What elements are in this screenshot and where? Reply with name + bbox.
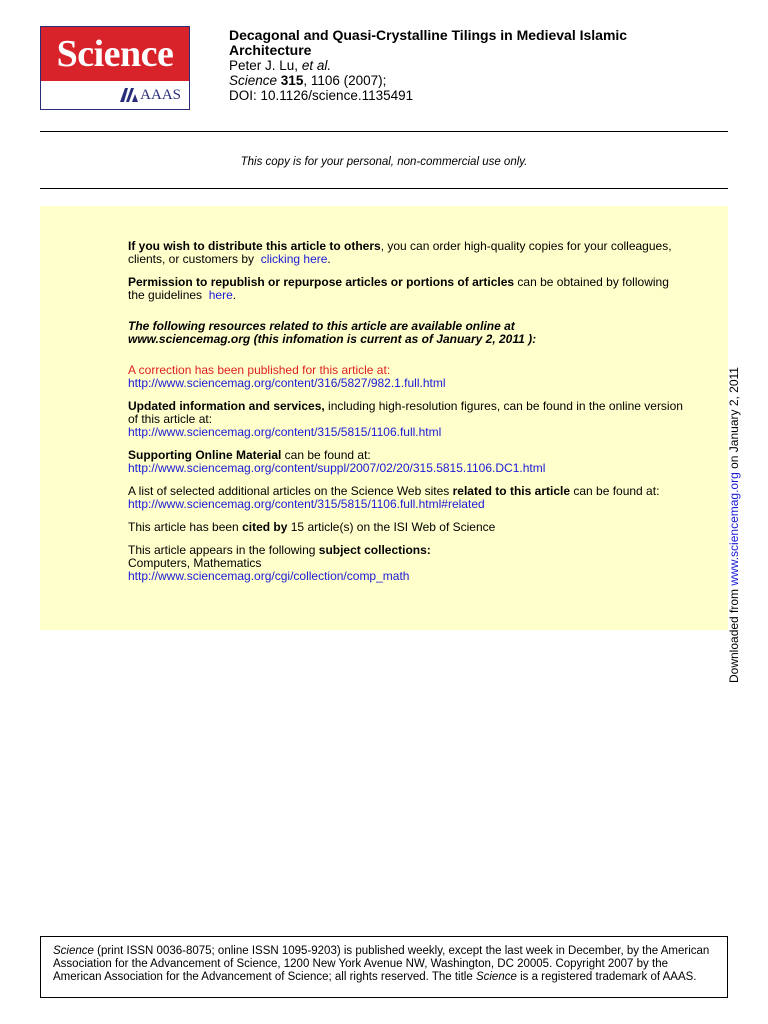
article-authors: Peter J. Lu, et al. <box>229 58 332 73</box>
supporting-material-link[interactable]: http://www.sciencemag.org/content/suppl/2007/02/20/315.5815.1106.DC1.html <box>128 461 546 475</box>
supporting-material-paragraph: Supporting Online Material can be found at: http://www.sciencemag.org/content/suppl/2007/02/20/315.5815.1106.DC1.html <box>128 448 546 475</box>
logo-publisher: AAAS <box>140 86 181 103</box>
guidelines-here-link[interactable]: here <box>208 288 233 302</box>
divider <box>40 131 728 132</box>
correction-link[interactable]: http://www.sciencemag.org/content/316/5827/982.1.full.html <box>128 376 446 390</box>
sciencemag-link[interactable]: www.sciencemag.org <box>727 472 741 586</box>
article-header <box>229 28 699 103</box>
updated-info-paragraph: Updated information and services, including high-resolution figures, can be found in the online version of this article at: http://www.sciencemag.org/content/315/5815/1106.full.html <box>128 399 683 439</box>
download-watermark: Downloaded from www.sciencemag.org on January 2, 2011 <box>727 367 741 683</box>
copyright-footer: Science (print ISSN 0036-8075; online ISSN 1095-9203) is published weekly, except the last week in December, by the American Association for the Advancement of Science, 1200 New York Avenue NW, Washington, DC 20005. Copyright 2007 by the American Association for the Advancement of Science; all rights reserved. The title Science is a registered trademark of AAAS. <box>40 936 728 998</box>
resources-panel <box>40 206 728 630</box>
correction-paragraph: A correction has been published for this article at: http://www.sciencemag.org/content/316/5827/982.1.full.html <box>128 363 446 390</box>
related-articles-link[interactable]: http://www.sciencemag.org/content/315/5815/1106.full.html#related <box>128 497 485 511</box>
logo-wordmark: Science <box>41 27 189 81</box>
aaas-mark-icon <box>120 88 138 102</box>
subject-collections-paragraph: This article appears in the following subject collections: Computers, Mathematics http://www.sciencemag.org/cgi/collection/comp_math <box>128 543 431 583</box>
personal-use-notice: This copy is for your personal, non-commercial use only. <box>240 156 528 168</box>
distribute-paragraph: If you wish to distribute this article to others, you can order high-quality copies for your colleagues, clients, or customers by clicking here. <box>128 239 672 266</box>
divider <box>40 188 728 189</box>
article-citation: Science 315, 1106 (2007); <box>229 73 387 88</box>
full-text-link[interactable]: http://www.sciencemag.org/content/315/5815/1106.full.html <box>128 425 442 439</box>
subject-collection-link[interactable]: http://www.sciencemag.org/cgi/collection/comp_math <box>128 569 410 583</box>
related-articles-paragraph: A list of selected additional articles on the Science Web sites related to this article can be found at: http://www.sciencemag.org/content/315/5815/1106.full.html#related <box>128 484 660 511</box>
resources-heading: The following resources related to this article are available online at www.sciencemag.org (this infomation is current as of January 2, 2011 ): <box>128 319 537 346</box>
science-logo <box>40 26 190 110</box>
clicking-here-link[interactable]: clicking here <box>260 252 328 266</box>
article-title: Decagonal and Quasi-Crystalline Tilings in Medieval Islamic Architecture <box>229 27 628 58</box>
permission-paragraph: Permission to republish or repurpose articles or portions of articles can be obtained by following the guidelines here. <box>128 275 669 302</box>
article-doi: DOI: 10.1126/science.1135491 <box>229 88 414 103</box>
cited-by-paragraph: This article has been cited by 15 article(s) on the ISI Web of Science <box>128 520 496 534</box>
